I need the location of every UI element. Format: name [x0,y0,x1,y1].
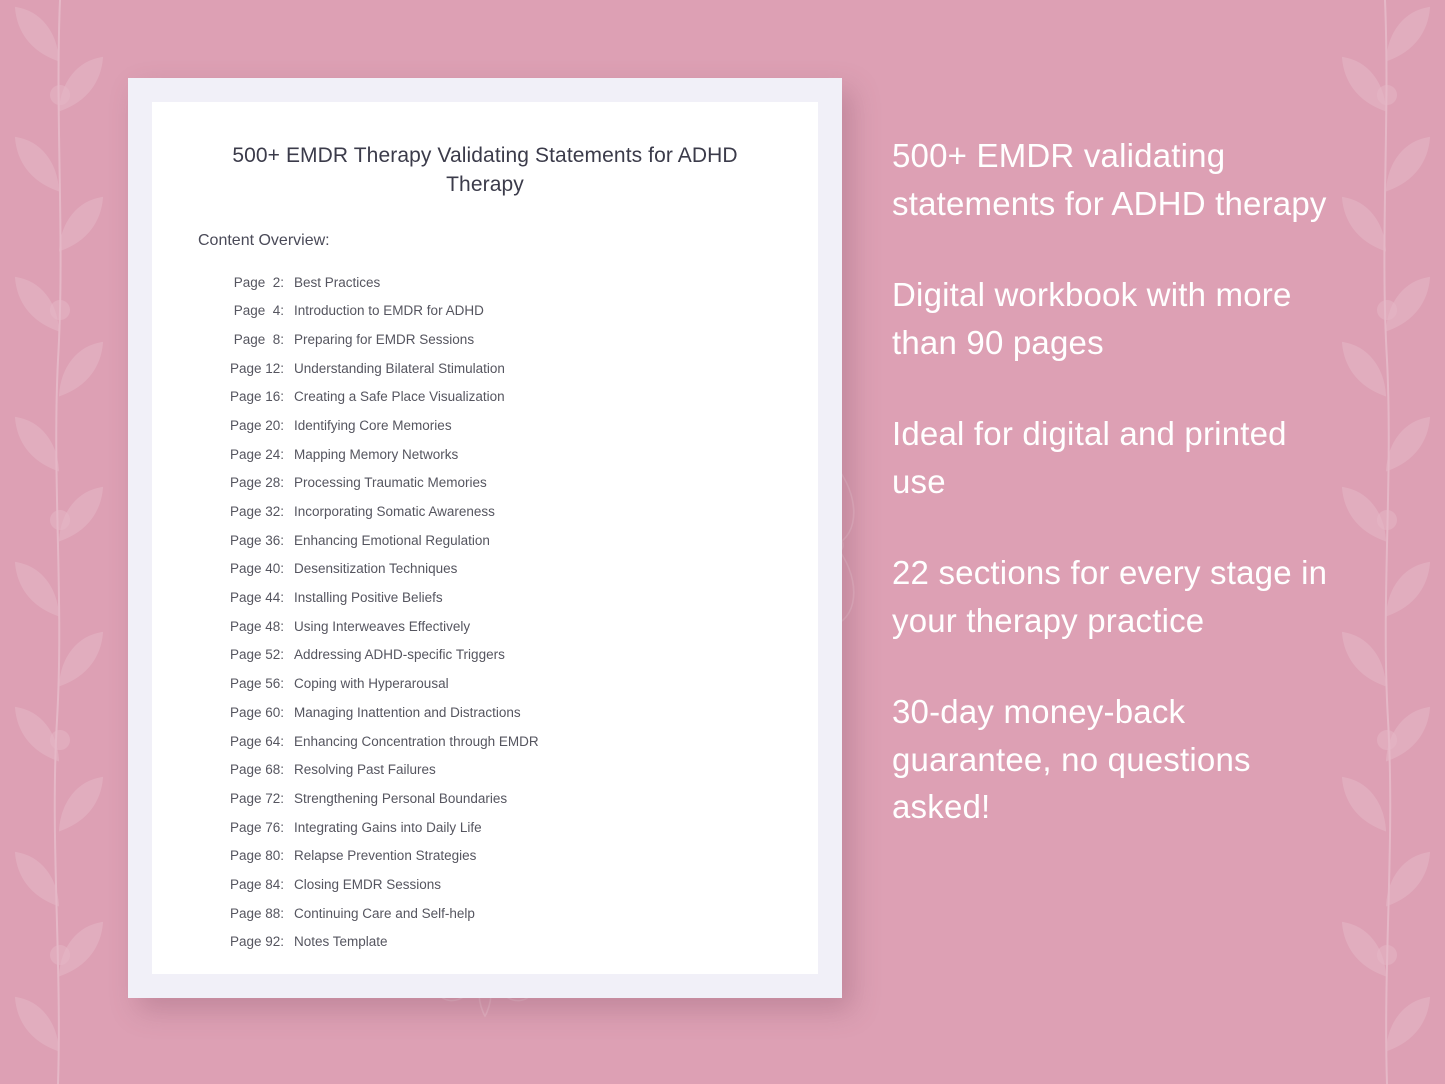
list-item [222,928,774,957]
toc-page-number: Page 32: [229,504,284,520]
toc-page-number: Page 44: [229,590,284,606]
marketing-bullet: Digital workbook with more than 90 pages [892,276,1292,361]
document-page[interactable] [152,102,818,974]
toc-page-number: Page 8: [233,331,284,347]
list-item [222,325,774,354]
list-item [222,383,774,412]
list-item [222,899,774,928]
toc-entry-title: Processing Traumatic Memories [294,475,487,491]
list-item [222,411,774,440]
toc-page-number: Page 60: [229,704,284,720]
toc-page-number: Page 12: [229,360,284,376]
toc-entry-title: Introduction to EMDR for ADHD [294,303,484,319]
document-content [152,102,818,974]
list-item [222,584,774,613]
list-item [222,612,774,641]
toc-page-number: Page 72: [229,790,284,806]
toc-entry-title: Mapping Memory Networks [294,446,459,462]
list-item [222,670,774,699]
toc-page-number: Page 80: [229,848,284,864]
list-item [222,297,774,326]
list-item [222,555,774,584]
marketing-bullet: 30-day money-back guarantee, no questions asked! [892,693,1251,826]
toc-entry-title: Continuing Care and Self-help [294,905,475,921]
toc-page-number: Page 84: [229,876,284,892]
toc-entry-title: Desensitization Techniques [294,561,458,577]
toc-entry-title: Strengthening Personal Boundaries [294,790,508,806]
list-item [222,813,774,842]
toc-entry-title: Enhancing Emotional Regulation [294,532,490,548]
toc-page-number: Page 88: [229,905,284,921]
toc-entry-title: Preparing for EMDR Sessions [294,331,475,347]
toc-page-number: Page 28: [229,475,284,491]
toc-page-number: Page 64: [229,733,284,749]
list-item [222,698,774,727]
toc-page-number: Page 2: [233,274,284,290]
toc-entry-title: Closing EMDR Sessions [294,876,442,892]
toc-page-number: Page 76: [229,819,284,835]
toc-page-number: Page 56: [229,676,284,692]
page-title: 500+ EMDR Therapy Validating Statements for ADHD Therapy [232,144,738,196]
toc-entry-title: Coping with Hyperarousal [294,676,449,692]
toc-entry-title: Enhancing Concentration through EMDR [294,733,539,749]
toc-page-number: Page 52: [229,647,284,663]
marketing-bullet: 500+ EMDR validating statements for ADHD therapy [892,137,1327,222]
toc-entry-title: Incorporating Somatic Awareness [294,504,495,520]
toc-entry-title: Understanding Bilateral Stimulation [294,360,505,376]
toc-page-number: Page 20: [229,417,284,433]
list-item [222,497,774,526]
toc-entry-title: Notes Template [294,934,388,950]
toc-entry-title: Identifying Core Memories [294,417,452,433]
content-overview-label: Content Overview: [198,231,330,249]
list-item [222,526,774,555]
toc-entry-title: Integrating Gains into Daily Life [294,819,482,835]
list-item [222,268,774,297]
list-item [222,440,774,469]
toc-page-number: Page 4: [233,303,284,319]
toc-entry-title: Installing Positive Beliefs [294,590,443,606]
list-item [222,727,774,756]
toc-page-number: Page 48: [229,618,284,634]
toc-page-number: Page 40: [229,561,284,577]
marketing-pane [870,0,1445,1084]
list-item [222,842,774,871]
toc-entry-title: Resolving Past Failures [294,762,436,778]
toc-entry-title: Using Interweaves Effectively [294,618,471,634]
toc-page-number: Page 16: [229,389,284,405]
toc-entry-title: Relapse Prevention Strategies [294,848,477,864]
toc-page-number: Page 36: [229,532,284,548]
list-item [222,784,774,813]
list-item [222,870,774,899]
toc-entry-title: Best Practices [294,274,381,290]
table-of-contents [222,268,774,957]
list-item [222,756,774,785]
marketing-bullet: Ideal for digital and printed use [892,415,1287,500]
toc-page-number: Page 68: [229,762,284,778]
marketing-bullet: 22 sections for every stage in your therapy practice [892,554,1328,639]
toc-entry-title: Managing Inattention and Distractions [294,704,521,720]
list-item [222,641,774,670]
list-item [222,354,774,383]
list-item [222,469,774,498]
toc-entry-title: Creating a Safe Place Visualization [294,389,505,405]
toc-page-number: Page 92: [229,934,284,950]
toc-entry-title: Addressing ADHD-specific Triggers [294,647,505,663]
toc-page-number: Page 24: [229,446,284,462]
